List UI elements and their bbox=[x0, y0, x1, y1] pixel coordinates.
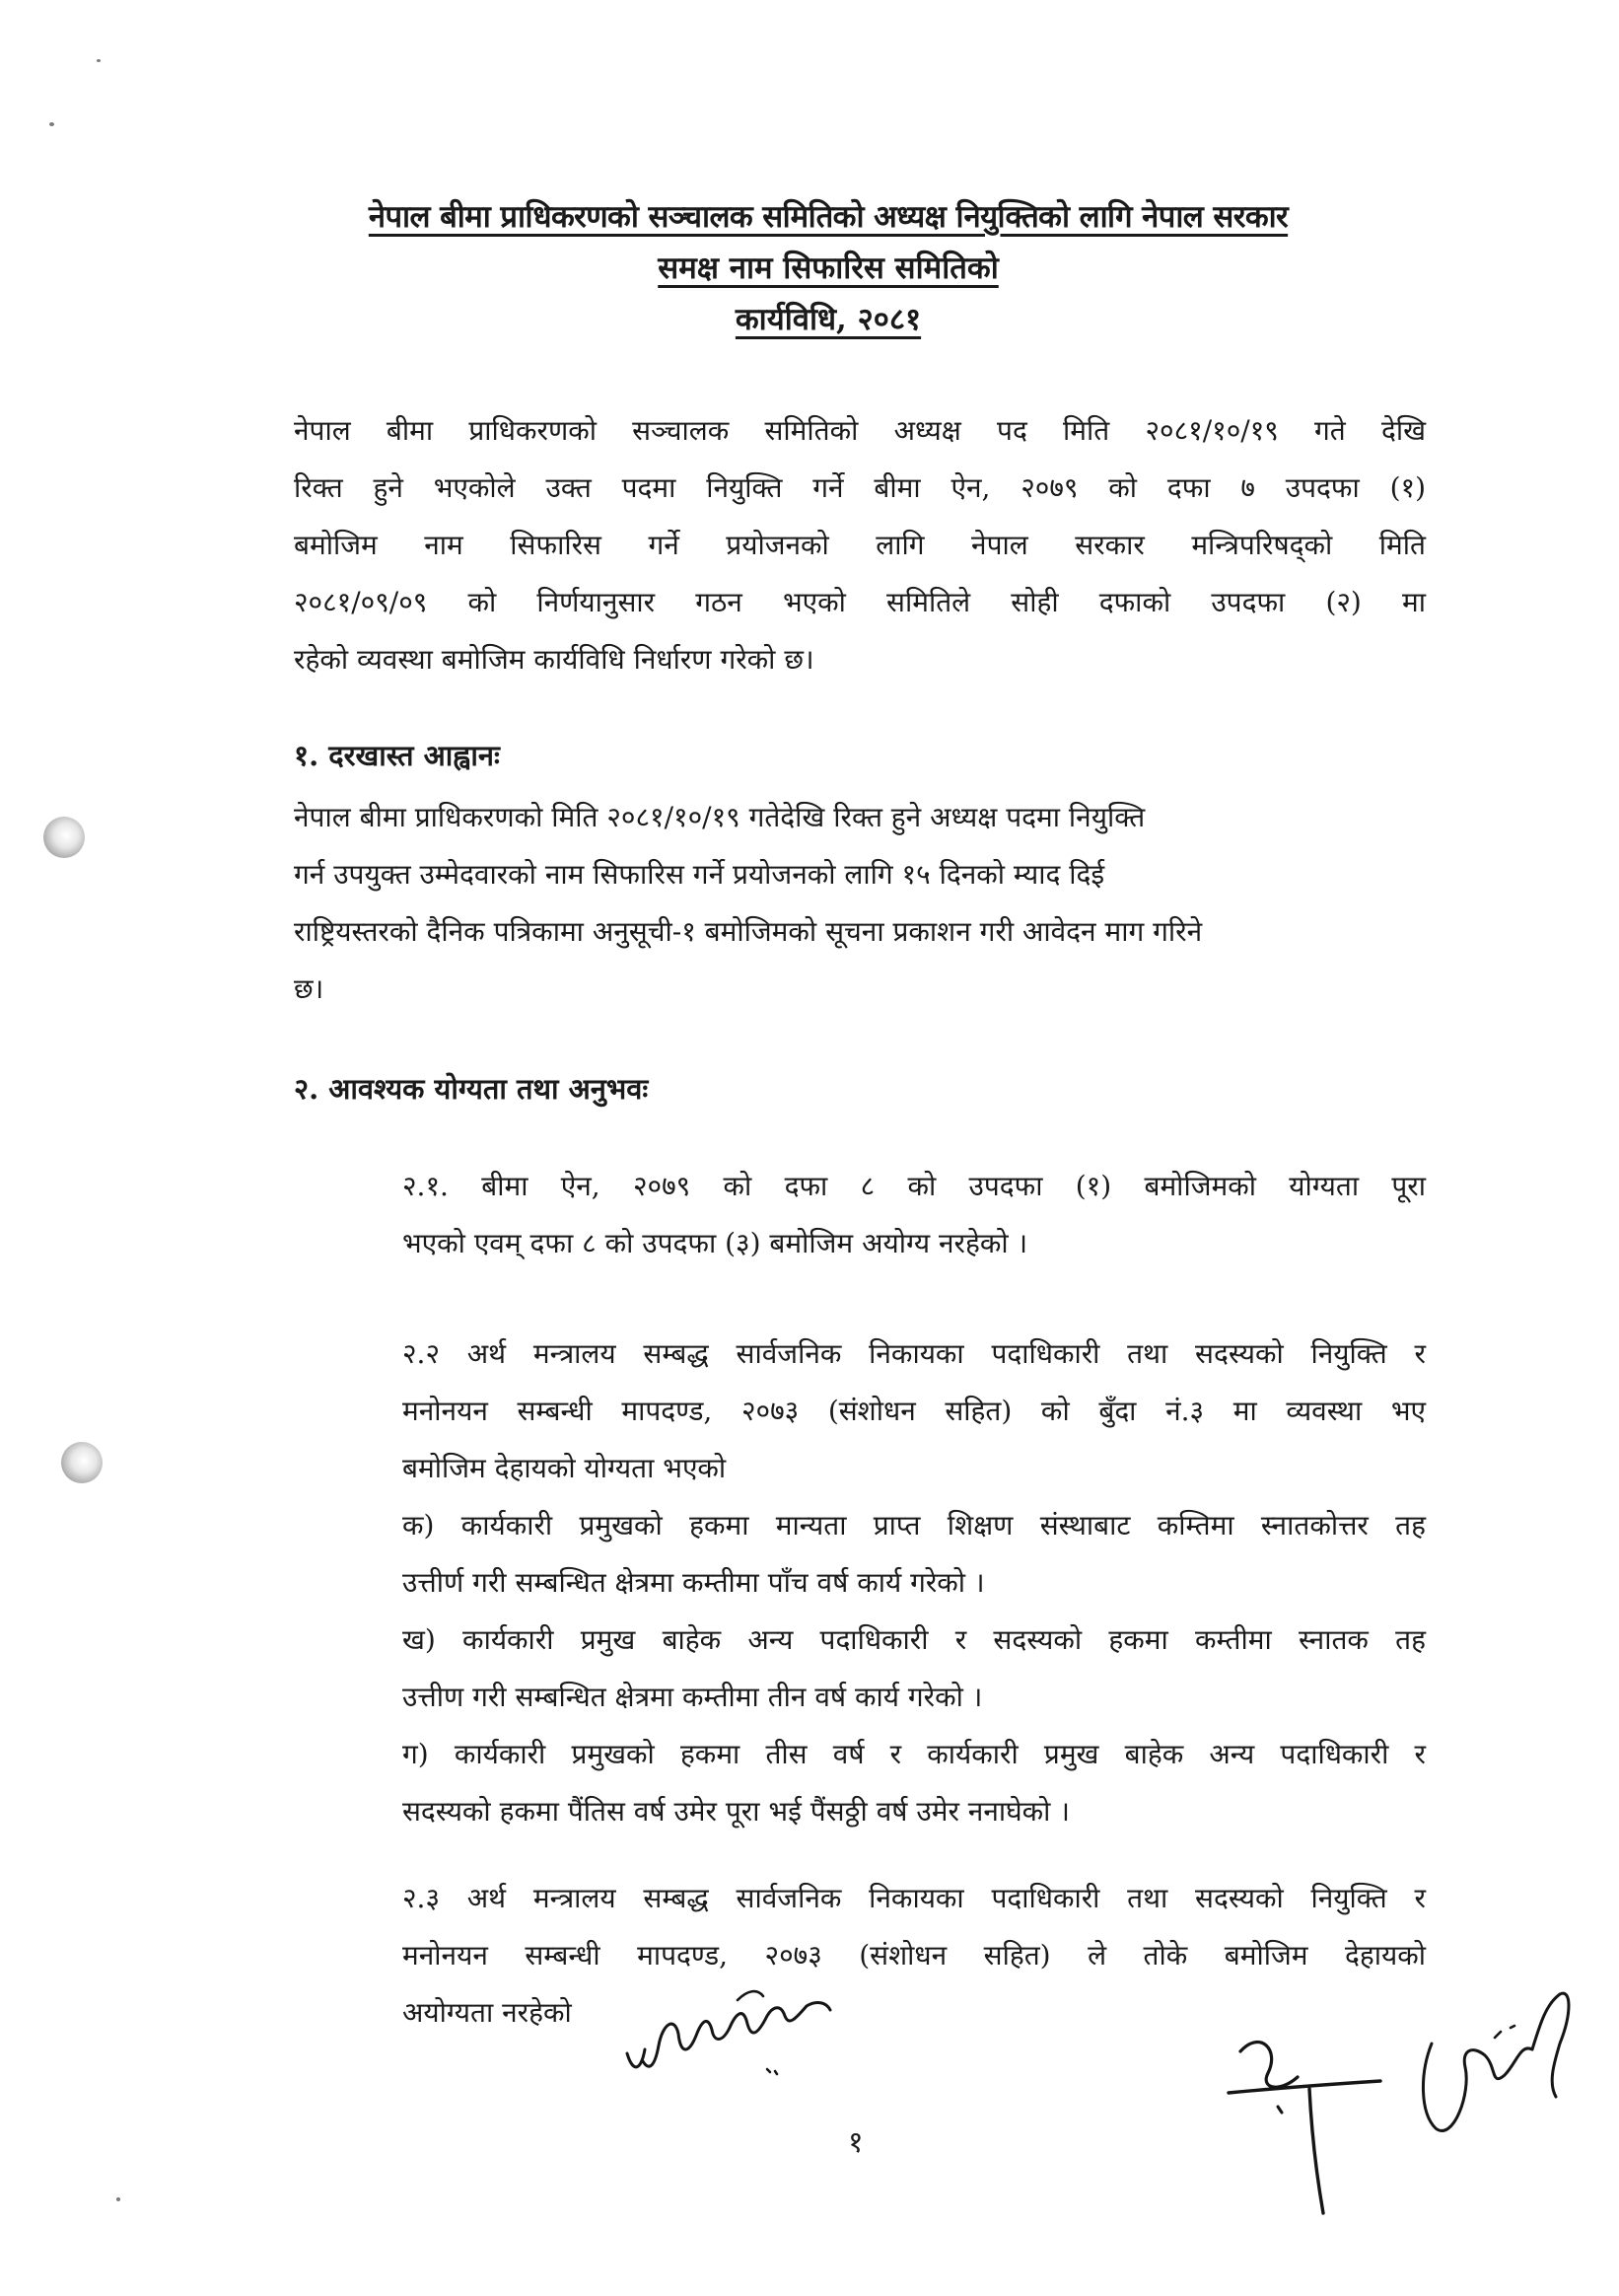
punch-hole-bottom bbox=[61, 1442, 103, 1483]
page-number: १ bbox=[848, 2125, 864, 2160]
section-1-line: नेपाल बीमा प्राधिकरणको मिति २०८१/१०/१९ गतेदेखि रिक्त हुने अध्यक्ष पदमा नियुक्ति bbox=[294, 801, 1146, 833]
scan-speck bbox=[49, 122, 54, 126]
intro-line: २०८१/०९/०९ को निर्णयानुसार गठन भएको समितिले सोही दफाको उपदफा (२) मा bbox=[294, 586, 1426, 618]
subsection-2-3-line: अयोग्यता नरहेको bbox=[402, 1996, 572, 2029]
handwritten-signature-2 bbox=[1221, 1990, 1388, 2227]
intro-line: रहेको व्यवस्था बमोजिम कार्यविधि निर्धारण गरेको छ। bbox=[294, 643, 814, 676]
subsection-2-2-line: २.२ अर्थ मन्त्रालय सम्बद्ध सार्वजनिक निकायका पदाधिकारी तथा सदस्यको नियुक्ति र bbox=[402, 1337, 1426, 1370]
intro-line: नेपाल बीमा प्राधिकरणको सञ्चालक समितिको अध्यक्ष पद मिति २०८१/१०/१९ गते देखि bbox=[294, 414, 1426, 447]
subsection-2-1-line: २.१. बीमा ऐन, २०७९ को दफा ८ को उपदफा (१) बमोजिमको योग्यता पूरा bbox=[402, 1170, 1426, 1202]
section-1-heading: १. दरखास्त आह्वानः bbox=[294, 739, 500, 772]
handwritten-signature-1 bbox=[619, 1976, 876, 2085]
subsection-2-1 bbox=[402, 1158, 1426, 1272]
subsection-2-2-line: मनोनयन सम्बन्धी मापदण्ड, २०७३ (संशोधन सहित) को बुँदा नं.३ मा व्यवस्था भए bbox=[402, 1395, 1426, 1427]
subsection-2-2-item-kha: ख) कार्यकारी प्रमुख बाहेक अन्य पदाधिकारी र सदस्यको हकमा कम्तीमा स्नातक तह bbox=[402, 1623, 1426, 1656]
subsection-2-3-line: मनोनयन सम्बन्धी मापदण्ड, २०७३ (संशोधन सहित) ले तोके बमोजिम देहायको bbox=[402, 1939, 1426, 1972]
section-2-heading: २. आवश्यक योग्यता तथा अनुभवः bbox=[294, 1072, 649, 1106]
subsection-2-2-line: सदस्यको हकमा पैंतिस वर्ष उमेर पूरा भई पैंसठ्ठी वर्ष उमेर ननाघेको । bbox=[402, 1795, 1070, 1828]
document-title bbox=[246, 191, 1410, 345]
section-1-line: छ। bbox=[294, 972, 324, 1005]
scan-speck bbox=[97, 59, 101, 62]
subsection-2-2-line: बमोजिम देहायको योग्यता भएको bbox=[402, 1452, 727, 1484]
subsection-2-3-line: २.३ अर्थ मन्त्रालय सम्बद्ध सार्वजनिक निकायका पदाधिकारी तथा सदस्यको नियुक्ति र bbox=[402, 1882, 1426, 1914]
handwritten-signature-3 bbox=[1402, 1984, 1580, 2152]
subsection-2-1-line: भएको एवम् दफा ८ को उपदफा (३) बमोजिम अयोग्य नरहेको । bbox=[402, 1227, 1028, 1259]
section-1-paragraph bbox=[294, 789, 1426, 1018]
subsection-2-2-line: उत्तीर्ण गरी सम्बन्धित क्षेत्रमा कम्तीमा पाँच वर्ष कार्य गरेको । bbox=[402, 1566, 985, 1599]
title-line-3: कार्यविधि, २०८१ bbox=[735, 302, 922, 337]
intro-line: बमोजिम नाम सिफारिस गर्ने प्रयोजनको लागि नेपाल सरकार मन्त्रिपरिषद्को मिति bbox=[294, 529, 1426, 561]
subsection-2-2-line: उत्तीण गरी सम्बन्धित क्षेत्रमा कम्तीमा तीन वर्ष कार्य गरेको । bbox=[402, 1681, 983, 1713]
title-line-1: नेपाल बीमा प्राधिकरणको सञ्चालक समितिको अध्यक्ष नियुक्तिको लागि नेपाल सरकार bbox=[368, 199, 1289, 235]
intro-line: रिक्त हुने भएकोले उक्त पदमा नियुक्ति गर्ने बीमा ऐन, २०७९ को दफा ७ उपदफा (१) bbox=[294, 471, 1426, 504]
section-1-line: राष्ट्रियस्तरको दैनिक पत्रिकामा अनुसूची-१ बमोजिमको सूचना प्रकाशन गरी आवेदन माग गरिने bbox=[294, 915, 1203, 948]
section-1-line: गर्न उपयुक्त उम्मेदवारको नाम सिफारिस गर्ने प्रयोजनको लागि १५ दिनको म्याद दिई bbox=[294, 858, 1105, 891]
subsection-2-2-item-ka: क) कार्यकारी प्रमुखको हकमा मान्यता प्राप्त शिक्षण संस्थाबाट कम्तिमा स्नातकोत्तर तह bbox=[402, 1509, 1426, 1542]
scan-speck bbox=[116, 2197, 120, 2201]
subsection-2-2-item-ga: ग) कार्यकारी प्रमुखको हकमा तीस वर्ष र कार्यकारी प्रमुख बाहेक अन्य पदाधिकारी र bbox=[402, 1738, 1426, 1770]
title-line-2: समक्ष नाम सिफारिस समितिको bbox=[658, 251, 999, 286]
punch-hole-top bbox=[43, 817, 85, 858]
intro-paragraph bbox=[294, 402, 1426, 688]
subsection-2-2 bbox=[402, 1326, 1426, 1840]
